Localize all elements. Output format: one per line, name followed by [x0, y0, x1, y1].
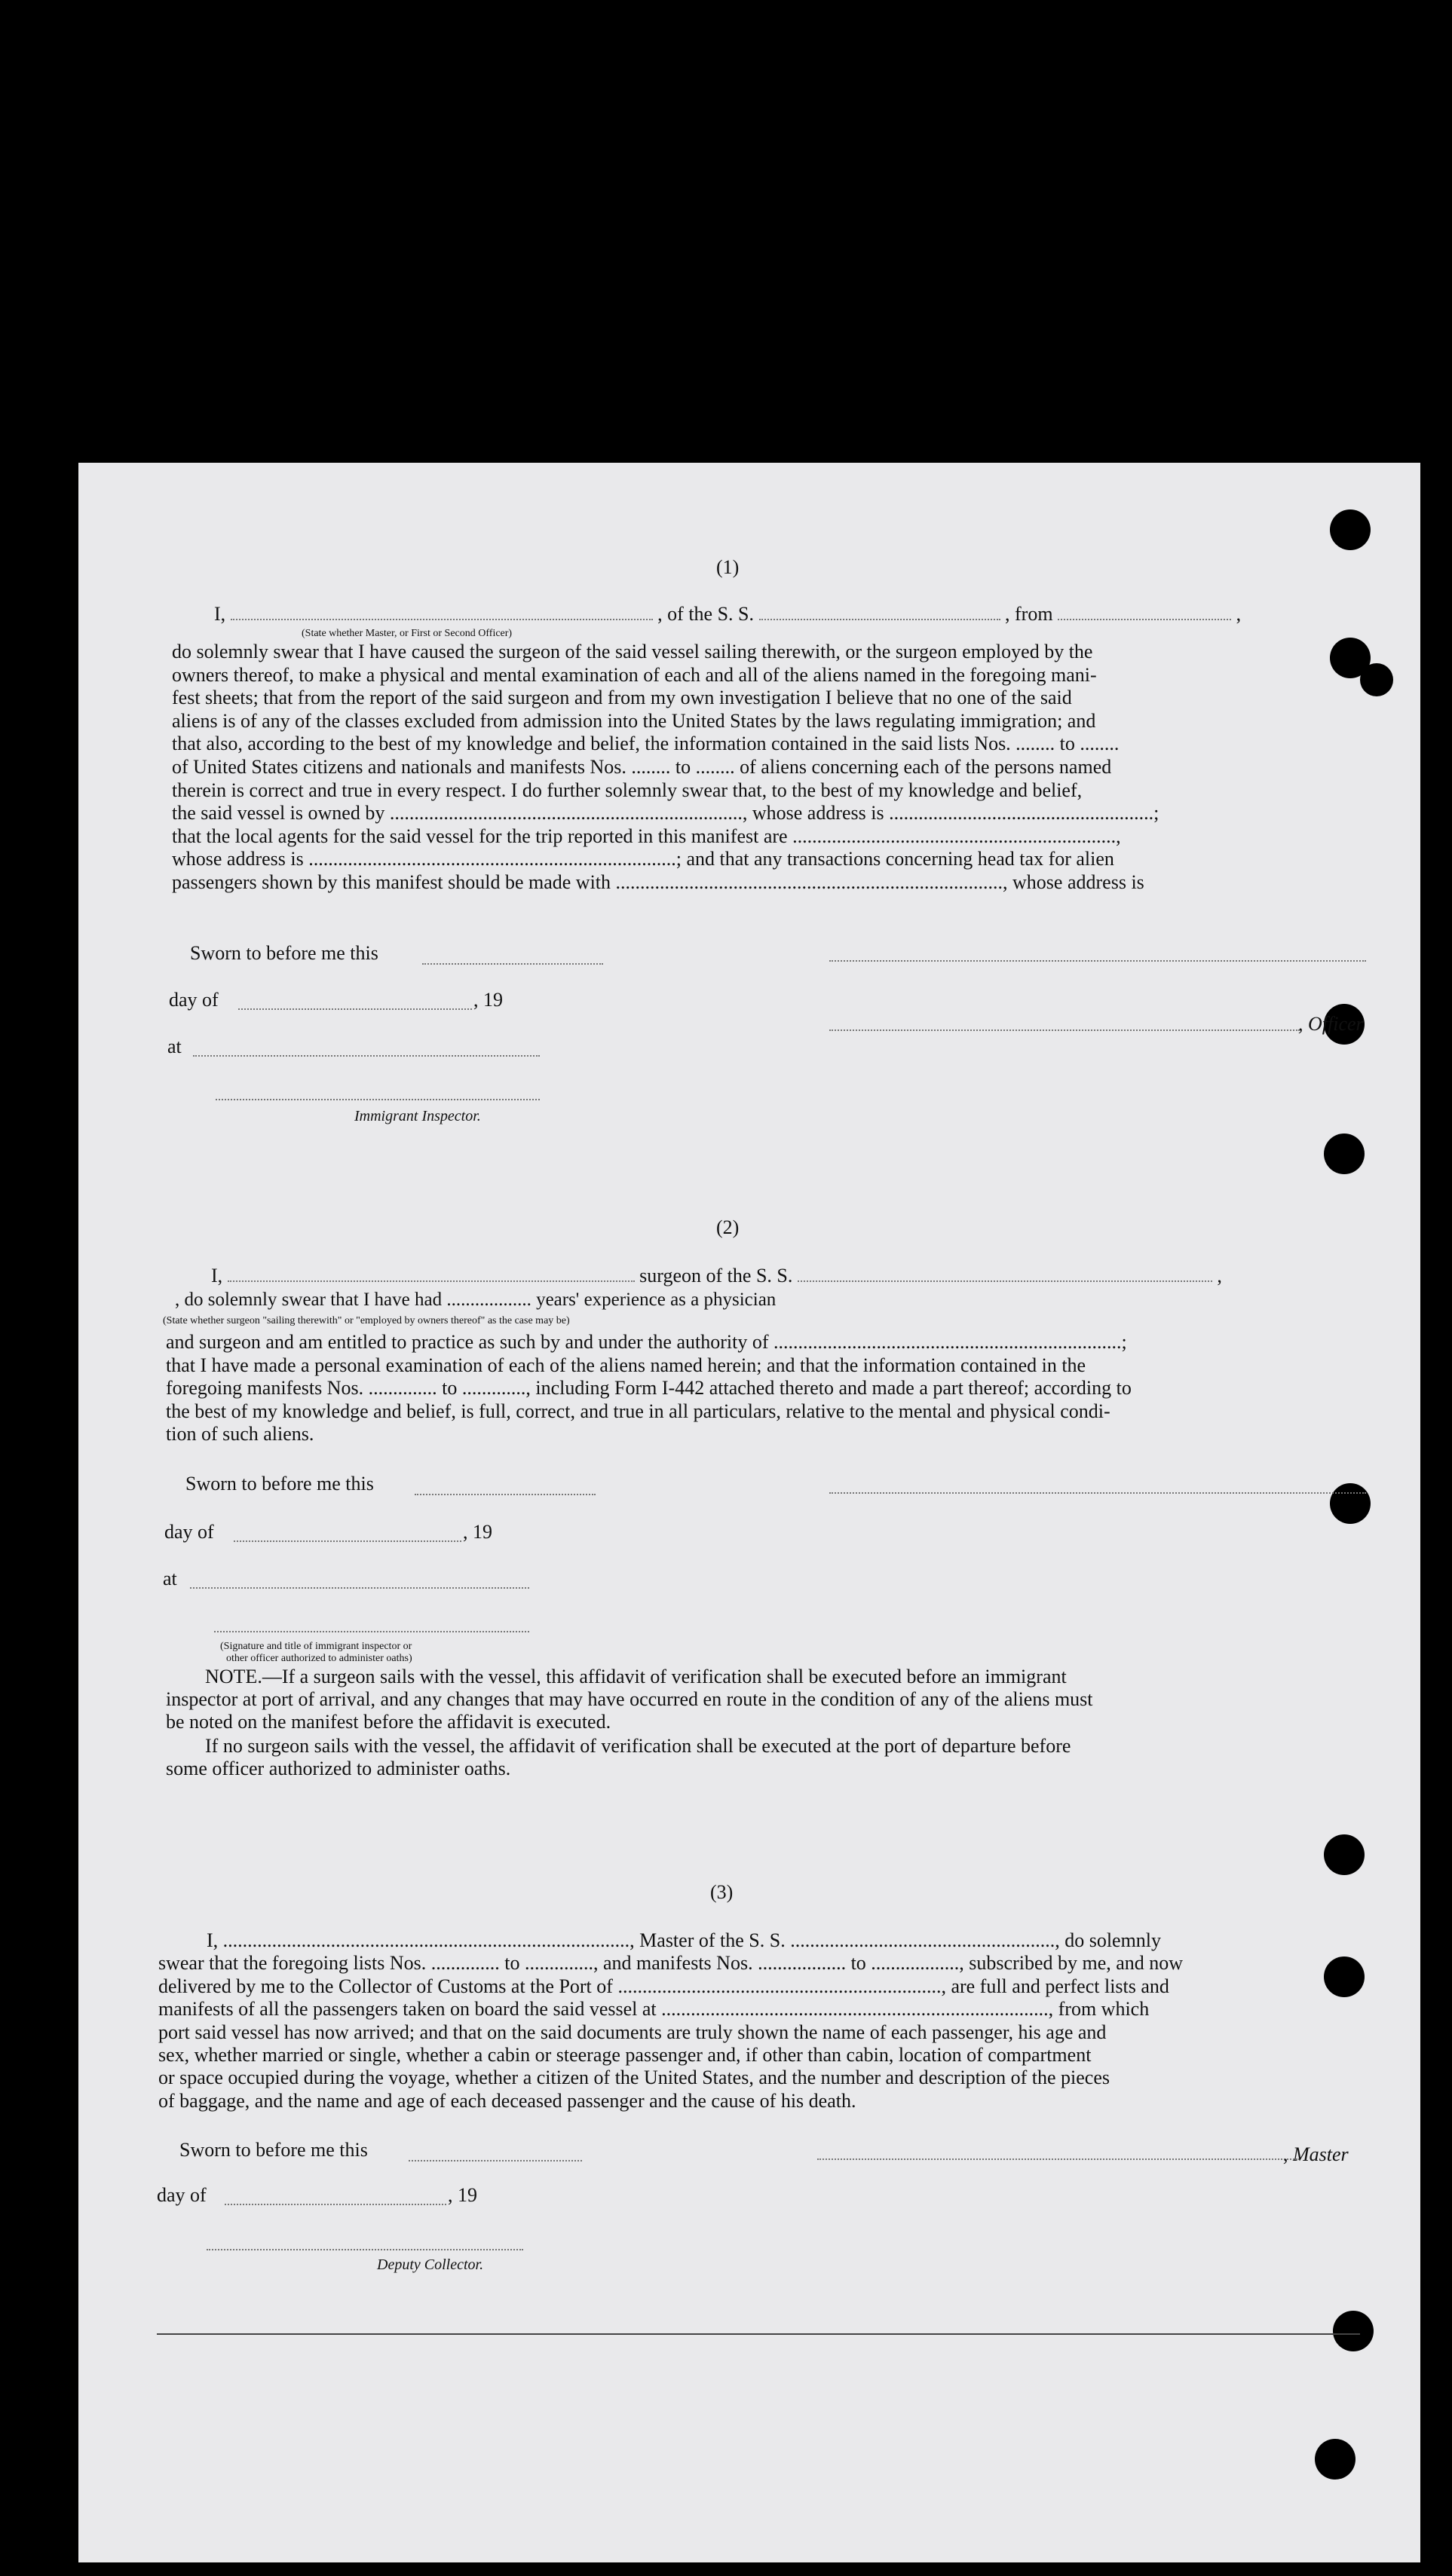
- body-line: do solemnly swear that I have caused the surgeon of the said vessel sailing therewith, or the surgeon employed by the: [172, 641, 1093, 662]
- sworn-label: Sworn to before me this: [179, 2139, 368, 2161]
- label-surgeon-of: surgeon of the S. S.: [639, 1265, 793, 1286]
- day-of-label: day of: [169, 989, 219, 1011]
- label-i: I,: [211, 1265, 223, 1286]
- body-line: delivered by me to the Collector of Customs at the Port of .................................................................., are full and perfect lists and: [158, 1975, 1169, 1997]
- at-field[interactable]: [193, 1055, 540, 1057]
- body-line: and surgeon and am entitled to practice as such by and under the authority of .......................................................................;: [166, 1331, 1127, 1353]
- section1-body: [172, 641, 1376, 895]
- from-port-field[interactable]: [1058, 619, 1231, 620]
- surgeon-name-field[interactable]: [228, 1280, 635, 1282]
- year-label: , 19: [448, 2184, 477, 2206]
- body-line: the best of my knowledge and belief, is full, correct, and true in all particulars, relative to the mental and physical condi-: [166, 1400, 1110, 1422]
- year-label: , 19: [473, 989, 503, 1011]
- manifest-page: [78, 463, 1420, 2562]
- officer-label: , Officer: [1298, 1013, 1364, 1035]
- sworn-date-field[interactable]: [415, 1494, 596, 1495]
- surgeon-hint: (State whether surgeon "sailing therewith" or "employed by owners thereof" as the case may be): [163, 1315, 570, 1326]
- body-line: or space occupied during the voyage, whether a citizen of the United States, and the number and description of the pieces: [158, 2067, 1110, 2089]
- body-line: foregoing manifests Nos. .............. to ............., including Form I-442 attached thereto and made a part thereof; according to: [166, 1377, 1132, 1400]
- sworn-label: Sworn to before me this: [185, 1473, 374, 1495]
- day-of-field[interactable]: [225, 2204, 446, 2205]
- punch-hole: [1333, 2311, 1374, 2351]
- master-label: , Master: [1283, 2143, 1349, 2165]
- officer-name-field[interactable]: [231, 619, 653, 620]
- sworn-date-field[interactable]: [422, 963, 603, 965]
- body-line: port said vessel has now arrived; and that on the said documents are truly shown the name of each passenger, his age and: [158, 2021, 1107, 2043]
- punch-hole: [1330, 1483, 1371, 1524]
- body-line: that I have made a personal examination of each of the aliens named herein; and that the information contained in the: [166, 1354, 1086, 1376]
- section-number: (3): [710, 1881, 734, 1903]
- at-label: at: [167, 1036, 182, 1057]
- note-paragraph: [166, 1666, 1376, 1733]
- punch-hole: [1324, 1134, 1365, 1174]
- body-line: fest sheets; that from the report of the said surgeon and from my own investigation I believe that no one of the said: [172, 687, 1072, 709]
- surgeon-vessel-field[interactable]: [798, 1280, 1212, 1282]
- sworn-date-field[interactable]: [409, 2160, 582, 2161]
- day-of-field[interactable]: [234, 1540, 461, 1542]
- punch-hole: [1315, 2439, 1356, 2480]
- section3-body: [158, 1929, 1368, 2113]
- deputy-label: Deputy Collector.: [377, 2256, 484, 2273]
- body-line: aliens is of any of the classes excluded from admission into the United States by the laws regulating immigration; and: [172, 709, 1096, 732]
- year-label: , 19: [463, 1521, 492, 1543]
- surgeon-swear-line: , do solemnly swear that I have had .................. years' experience as a physician: [175, 1290, 777, 1310]
- officer-signature-field[interactable]: [829, 960, 1366, 962]
- body-line: that also, according to the best of my knowledge and belief, the information contained in the said lists Nos. ........ to ........: [172, 733, 1120, 755]
- officer-hint: (State whether Master, or First or Second Officer): [302, 628, 513, 639]
- section-number: (2): [716, 1216, 740, 1238]
- at-label: at: [163, 1568, 177, 1589]
- note-line: NOTE.—If a surgeon sails with the vessel, this affidavit of verification shall be executed before an immigrant: [205, 1666, 1067, 1687]
- signature-hint: (Signature and title of immigrant inspector or: [220, 1641, 412, 1652]
- officer-line[interactable]: [829, 1029, 1300, 1031]
- note-line: inspector at port of arrival, and any changes that may have occurred en route in the condition of any of the aliens must: [166, 1688, 1093, 1710]
- label-i: I,: [214, 603, 226, 625]
- inspector-label: Immigrant Inspector.: [354, 1108, 481, 1124]
- sworn-label: Sworn to before me this: [190, 942, 378, 964]
- section2-body: [166, 1331, 1376, 1446]
- label-of-ss: , of the S. S.: [657, 603, 755, 625]
- body-line: that the local agents for the said vessel for the trip reported in this manifest are ..................................................................,: [172, 825, 1121, 847]
- note-line: be noted on the manifest before the affidavit is executed.: [166, 1711, 611, 1733]
- body-line: whose address is ...........................................................................; and that any transactions concerning head tax for alien: [172, 848, 1114, 870]
- at-field[interactable]: [190, 1587, 529, 1589]
- body-line: swear that the foregoing lists Nos. .............. to .............., and manifests Nos. .................. to .................., subscribed by me, and now: [158, 1952, 1184, 1975]
- body-line: passengers shown by this manifest should be made with ..............................................................................., whose address is: [172, 870, 1144, 893]
- surgeon-intro-line: I, surgeon of the S. S. ,: [211, 1265, 1222, 1286]
- inspector-signature-field[interactable]: [216, 1099, 540, 1100]
- section-number: (1): [716, 556, 740, 578]
- day-of-label: day of: [157, 2184, 207, 2206]
- body-line: I, ..................................................................................., Master of the S. S. ......................................................, do solemnly: [207, 1929, 1162, 1951]
- body-line: sex, whether married or single, whether a cabin or steerage passenger and, if other than cabin, location of compartment: [158, 2044, 1092, 2067]
- note2-paragraph: [166, 1735, 1376, 1780]
- deputy-signature-field[interactable]: [207, 2249, 523, 2250]
- oath-intro-line: I, , of the S. S. , from ,: [214, 603, 1242, 625]
- note-line: If no surgeon sails with the vessel, the affidavit of verification shall be executed at the port of departure before: [205, 1735, 1071, 1757]
- body-line: of baggage, and the name and age of each deceased passenger and the cause of his death.: [158, 2089, 856, 2112]
- body-line: therein is correct and true in every respect. I do further solemnly swear that, to the best of my knowledge and belief,: [172, 779, 1083, 801]
- signature-hint: other officer authorized to administer oaths): [226, 1653, 412, 1664]
- inspector-signature-field[interactable]: [214, 1631, 529, 1632]
- body-line: of United States citizens and nationals and manifests Nos. ........ to ........ of aliens concerning each of the persons named: [172, 755, 1112, 778]
- master-signature-field[interactable]: [817, 2158, 1300, 2160]
- bottom-rule: [157, 2333, 1360, 2335]
- label-from: , from: [1005, 603, 1053, 625]
- day-of-label: day of: [164, 1521, 214, 1543]
- note-line: some officer authorized to administer oaths.: [166, 1758, 511, 1779]
- punch-hole: [1330, 509, 1371, 550]
- day-of-field[interactable]: [238, 1008, 472, 1010]
- vessel-name-field[interactable]: [759, 619, 1000, 620]
- signature-field[interactable]: [829, 1492, 1366, 1494]
- body-line: the said vessel is owned by ........................................................................, whose address is ......................................................;: [172, 802, 1159, 825]
- body-line: owners thereof, to make a physical and mental examination of each and all of the aliens named in the foregoing mani-: [172, 663, 1097, 686]
- punch-hole: [1324, 1834, 1365, 1875]
- body-line: manifests of all the passengers taken on board the said vessel at ..............................................................................., from which: [158, 1998, 1150, 2021]
- body-line: tion of such aliens.: [166, 1423, 314, 1446]
